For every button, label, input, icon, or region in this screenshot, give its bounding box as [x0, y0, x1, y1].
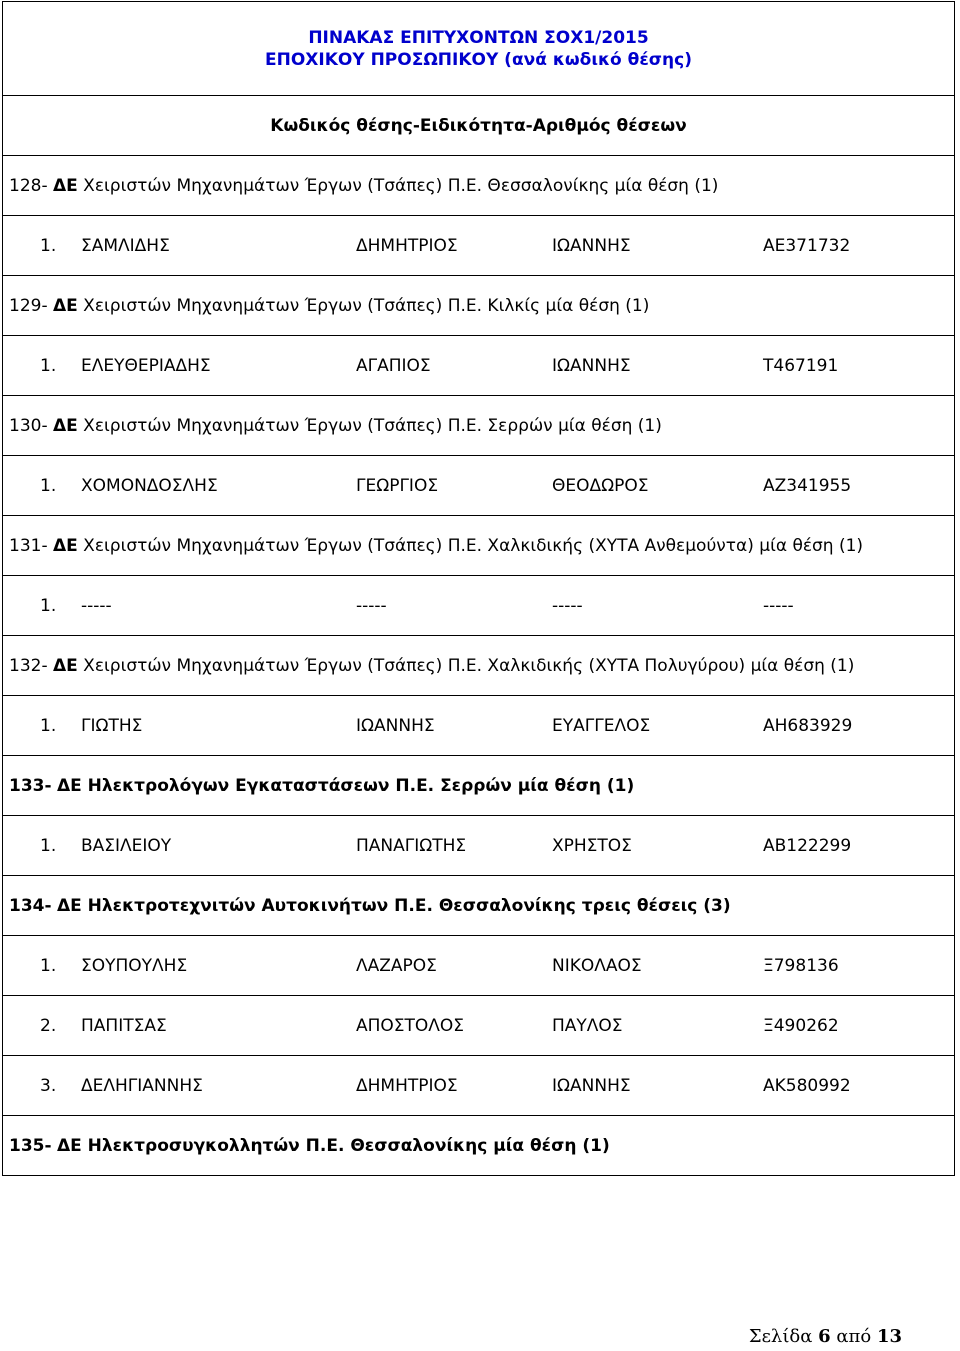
entry-number: 1. [40, 355, 57, 376]
entry-father-name: ΙΩΑΝΝΗΣ [552, 1075, 631, 1096]
results-table [2, 1, 955, 1176]
section-code: 135- [9, 1135, 52, 1156]
column-heading-row [3, 96, 955, 156]
section-code: 131- [9, 535, 48, 556]
section-category: ΔΕ [53, 295, 78, 316]
section-title: Ηλεκτροσυγκολλητών Π.Ε. Θεσσαλονίκης μία θέση (1) [81, 1135, 610, 1156]
entry-number: 1. [40, 235, 57, 256]
entry-cell [3, 996, 955, 1056]
entry-number: 1. [40, 715, 57, 736]
section-heading [3, 756, 955, 816]
entry-first-name: ΔΗΜΗΤΡΙΟΣ [356, 1075, 458, 1096]
entry-row [3, 816, 955, 876]
entry-father-name: ΧΡΗΣΤΟΣ [552, 835, 632, 856]
column-heading: Κωδικός θέσης-Ειδικότητα-Αριθμός θέσεων [3, 96, 955, 156]
entry-row [3, 996, 955, 1056]
entry-cell [3, 336, 955, 396]
section-heading [3, 876, 955, 936]
entry-id-number: ΑΚ580992 [763, 1075, 851, 1096]
section-heading [3, 1116, 955, 1176]
entry-number: 1. [40, 475, 57, 496]
section-heading [3, 516, 955, 576]
entry-number: 3. [40, 1075, 57, 1096]
entry-father-name: ΘΕΟΔΩΡΟΣ [552, 475, 649, 496]
page-word: Σελίδα [748, 1326, 813, 1347]
entry-surname: ----- [81, 595, 112, 616]
entry-father-name: ΙΩΑΝΝΗΣ [552, 355, 631, 376]
section-title: Χειριστών Μηχανημάτων Έργων (Τσάπες) Π.Ε. Χαλκιδικής (ΧΥΤΑ Ανθεμούντα) μία θέση (1) [77, 535, 864, 556]
entry-first-name: ----- [356, 595, 387, 616]
section-code: 134- [9, 895, 52, 916]
title-line-2: ΕΠΟΧΙΚΟΥ ΠΡΟΣΩΠΙΚΟΥ (ανά κωδικό θέσης) [265, 49, 692, 70]
section-row [3, 516, 955, 576]
entry-father-name: ΝΙΚΟΛΑΟΣ [552, 955, 642, 976]
entry-row [3, 216, 955, 276]
section-heading [3, 636, 955, 696]
entry-cell [3, 816, 955, 876]
of-word: από [836, 1326, 872, 1347]
entry-father-name: ΕΥΑΓΓΕΛΟΣ [552, 715, 651, 736]
entry-first-name: ΑΠΟΣΤΟΛΟΣ [356, 1015, 465, 1036]
section-row [3, 396, 955, 456]
section-row [3, 756, 955, 816]
section-row [3, 1116, 955, 1176]
entry-number: 2. [40, 1015, 57, 1036]
entry-surname: ΒΑΣΙΛΕΙΟΥ [81, 835, 172, 856]
section-category: ΔΕ [53, 535, 78, 556]
section-category: ΔΕ [56, 895, 82, 916]
entry-id-number: Ξ798136 [763, 955, 839, 976]
section-heading [3, 276, 955, 336]
entry-surname: ΓΙΩΤΗΣ [81, 715, 143, 736]
section-title: Χειριστών Μηχανημάτων Έργων (Τσάπες) Π.Ε. Θεσσαλονίκης μία θέση (1) [77, 175, 719, 196]
entry-id-number: ΑΕ371732 [763, 235, 851, 256]
entry-surname: ΣΟΥΠΟΥΛΗΣ [81, 955, 188, 976]
entry-id-number: ΑΒ122299 [763, 835, 852, 856]
section-code: 132- [9, 655, 48, 676]
entry-surname: ΕΛΕΥΘΕΡΙΑΔΗΣ [81, 355, 211, 376]
entry-id-number: Ξ490262 [763, 1015, 839, 1036]
section-title: Ηλεκτροτεχνιτών Αυτοκινήτων Π.Ε. Θεσσαλονίκης τρεις θέσεις (3) [81, 895, 731, 916]
entry-first-name: ΔΗΜΗΤΡΙΟΣ [356, 235, 458, 256]
entry-id-number: ΑΗ683929 [763, 715, 853, 736]
section-category: ΔΕ [53, 415, 78, 436]
document-title [3, 2, 955, 96]
entry-surname: ΠΑΠΙΤΣΑΣ [81, 1015, 167, 1036]
entry-row [3, 696, 955, 756]
entry-surname: ΣΑΜΛΙΔΗΣ [81, 235, 170, 256]
entry-row [3, 576, 955, 636]
title-line-1: ΠΙΝΑΚΑΣ ΕΠΙΤΥΧΟΝΤΩΝ ΣΟΧ1/2015 [308, 27, 649, 48]
section-row [3, 636, 955, 696]
entry-first-name: ΛΑΖΑΡΟΣ [356, 955, 437, 976]
entry-surname: ΧΟΜΟΝΔΟΣΛΗΣ [81, 475, 218, 496]
section-code: 133- [9, 775, 52, 796]
section-category: ΔΕ [56, 1135, 82, 1156]
entry-number: 1. [40, 955, 57, 976]
section-row [3, 876, 955, 936]
section-title: Χειριστών Μηχανημάτων Έργων (Τσάπες) Π.Ε. Σερρών μία θέση (1) [77, 415, 662, 436]
entry-number: 1. [40, 835, 57, 856]
entry-first-name: ΓΕΩΡΓΙΟΣ [356, 475, 439, 496]
section-title: Ηλεκτρολόγων Εγκαταστάσεων Π.Ε. Σερρών μία θέση (1) [81, 775, 635, 796]
section-row [3, 276, 955, 336]
entry-number: 1. [40, 595, 57, 616]
section-title: Χειριστών Μηχανημάτων Έργων (Τσάπες) Π.Ε. Κιλκίς μία θέση (1) [77, 295, 650, 316]
page-total: 13 [876, 1326, 902, 1347]
entry-row [3, 1056, 955, 1116]
title-row [3, 2, 955, 96]
entry-id-number: ΑΖ341955 [763, 475, 852, 496]
entry-father-name: ----- [552, 595, 583, 616]
entry-id-number: ----- [763, 595, 794, 616]
section-code: 128- [9, 175, 48, 196]
entry-father-name: ΠΑΥΛΟΣ [552, 1015, 623, 1036]
section-code: 130- [9, 415, 48, 436]
entry-surname: ΔΕΛΗΓΙΑΝΝΗΣ [81, 1075, 203, 1096]
entry-cell [3, 216, 955, 276]
entry-cell [3, 936, 955, 996]
page-number: 6 [818, 1326, 831, 1347]
entry-cell [3, 456, 955, 516]
entry-first-name: ΠΑΝΑΓΙΩΤΗΣ [356, 835, 467, 856]
entry-cell [3, 1056, 955, 1116]
entry-id-number: Τ467191 [763, 355, 839, 376]
entry-row [3, 456, 955, 516]
section-category: ΔΕ [56, 775, 82, 796]
section-code: 129- [9, 295, 48, 316]
section-row [3, 156, 955, 216]
entry-row [3, 936, 955, 996]
entry-cell [3, 696, 955, 756]
entry-first-name: ΙΩΑΝΝΗΣ [356, 715, 435, 736]
entry-cell [3, 576, 955, 636]
entry-row [3, 336, 955, 396]
entry-father-name: ΙΩΑΝΝΗΣ [552, 235, 631, 256]
section-title: Χειριστών Μηχανημάτων Έργων (Τσάπες) Π.Ε. Χαλκιδικής (ΧΥΤΑ Πολυγύρου) μία θέση (1) [77, 655, 855, 676]
section-heading [3, 396, 955, 456]
section-heading [3, 156, 955, 216]
section-category: ΔΕ [53, 175, 78, 196]
page-footer [749, 1326, 902, 1347]
section-category: ΔΕ [53, 655, 78, 676]
entry-first-name: ΑΓΑΠΙΟΣ [356, 355, 431, 376]
